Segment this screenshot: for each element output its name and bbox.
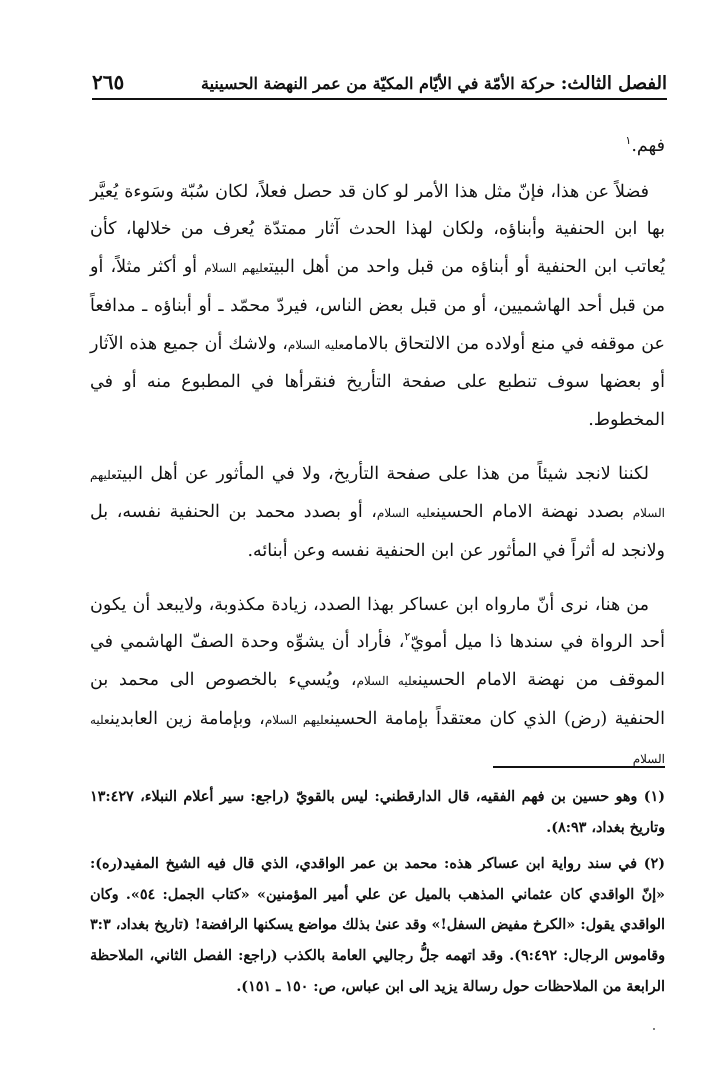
paragraph-3-part-b: ، فأراد أن يشوِّه وحدة الصفّ الهاشمي في الموقف من نهضة الامام الحسين (90, 632, 665, 691)
paragraph-1 (90, 174, 665, 440)
footnotes (90, 782, 665, 1008)
footnote-ref-1: ١ (625, 134, 632, 148)
page-header (92, 56, 667, 100)
footnote-divider (493, 766, 665, 768)
footnote-1-line-b: وتاريخ بغداد، ٨:٩٣). (546, 819, 665, 836)
salutation-single-mark: عليه السلام (356, 674, 418, 689)
paragraph-3-part-a: من هنا، نرى أنّ مارواه ابن عساكر بهذا الصدد، زيادة مكذوبة، ولايبعد أن يكون أحد الرواة في سندها ذا ميل أمويّ (90, 594, 665, 653)
paragraph-2 (90, 456, 665, 571)
footnote-1 (90, 782, 665, 843)
salutation-single-mark: عليه السلام (376, 506, 436, 521)
salutation-plural-mark: عليهم السلام (264, 712, 330, 727)
footnote-ref-2: ٢ (404, 630, 411, 644)
footnote-2-text: (٢) في سند رواية ابن عساكر هذه: محمد بن عمر الواقدي، الذي قال فيه الشيخ المفيد(ره): «إنّ الواقدي كان عثماني المذهب بالميل عن علي أمير المؤمنين» «كتاب الجمل: ٥٤». وكان الواقدي يقول: «الكرخ مفيض السفل!» وقد عنىٰ بذلك مواضع يسكنها الرافضة! (تاريخ بغداد، ٣:٣ وقاموس الرجال: ٩:٤٩٢). وقد اتهمه جلُّ رجاليي العامة بالكذب (راجع: الفصل الثاني، الملاحظة الرابعة من الملاحظات حول رسالة يزيد الى ابن عباس، ص: ١٥٠ ـ ١٥١). (90, 856, 665, 995)
chapter-title: حركة الأمّة في الأيّام المكيّة من عمر النهضة الحسينية (200, 74, 561, 93)
paragraph-1-part-b: أو أكثر مثلاً، أو من قبل أحد الهاشميين، أو من قبل بعض الناس، فيردّ محمّد ـ أو أبناؤه ـ مدافعاً عن موقفه في منع أولاده من الالتحاق بالامام (90, 257, 665, 354)
footnote-2 (90, 849, 665, 1002)
salutation-single-mark: عليه السلام (90, 712, 665, 766)
salutation-single-mark: عليه السلام (287, 337, 345, 352)
salutation-plural-mark: عليهم السلام (90, 467, 666, 521)
print-speck (653, 1028, 655, 1030)
paragraph-1-part-a: فضلاً عن هذا، فإنّ مثل هذا الأمر لو كان قد حصل فعلاً، لكان سُبّة وسَوءة يُعيَّر بها ابن الحنفية وأبناؤه، ولكان لهذا الحدث آثار ممتدّة يُعرف من خلالها، كأن يُعاتب ابن الحنفية أو أبناؤه من قبل واحد من أهل البيت (90, 181, 665, 278)
footnote-1-line-a: (١) وهو حسين بن فهم الفقيه، قال الدارقطني: ليس بالقويّ (راجع: سير أعلام النبلاء، ١٣:٤٢٧ (90, 789, 665, 805)
chapter-label: الفصل الثالث: (560, 73, 667, 94)
paragraph-3-part-c: ، ويُسيء بالخصوص الى محمد بن الحنفية (رض) الذي كان معتقداً بإمامة الحسين (90, 670, 665, 729)
running-head (201, 73, 667, 94)
paragraph-1-part-c: ، ولاشك أن جميع هذه الآثار أو بعضها سوف تنطبع على صفحة التأريخ فنقرأها في المطبوع منه أو في المخطوط. (90, 333, 665, 430)
page-number: ٢٦٥ (92, 70, 125, 94)
paragraph-0 (90, 128, 665, 166)
paragraph-2-part-b: بصدد نهضة الامام الحسين (435, 502, 633, 523)
main-text (90, 128, 665, 794)
paragraph-3-part-d: ، وبإمامة زين العابدين (109, 708, 265, 729)
paragraph-2-part-a: لكننا لانجد شيئاً من هذا على صفحة التأريخ، ولا في المأثور عن أهل البيت (116, 463, 649, 484)
paragraph-0-text: فهم. (631, 136, 665, 156)
salutation-plural-mark: عليهم السلام (204, 261, 269, 276)
paragraph-2-part-c: ، أو بصدد محمد بن الحنفية نفسه، بل ولانجد له أثراً في المأثور عن ابن الحنفية نفسه وعن أبنائه. (90, 502, 665, 562)
paragraph-3 (90, 587, 665, 779)
